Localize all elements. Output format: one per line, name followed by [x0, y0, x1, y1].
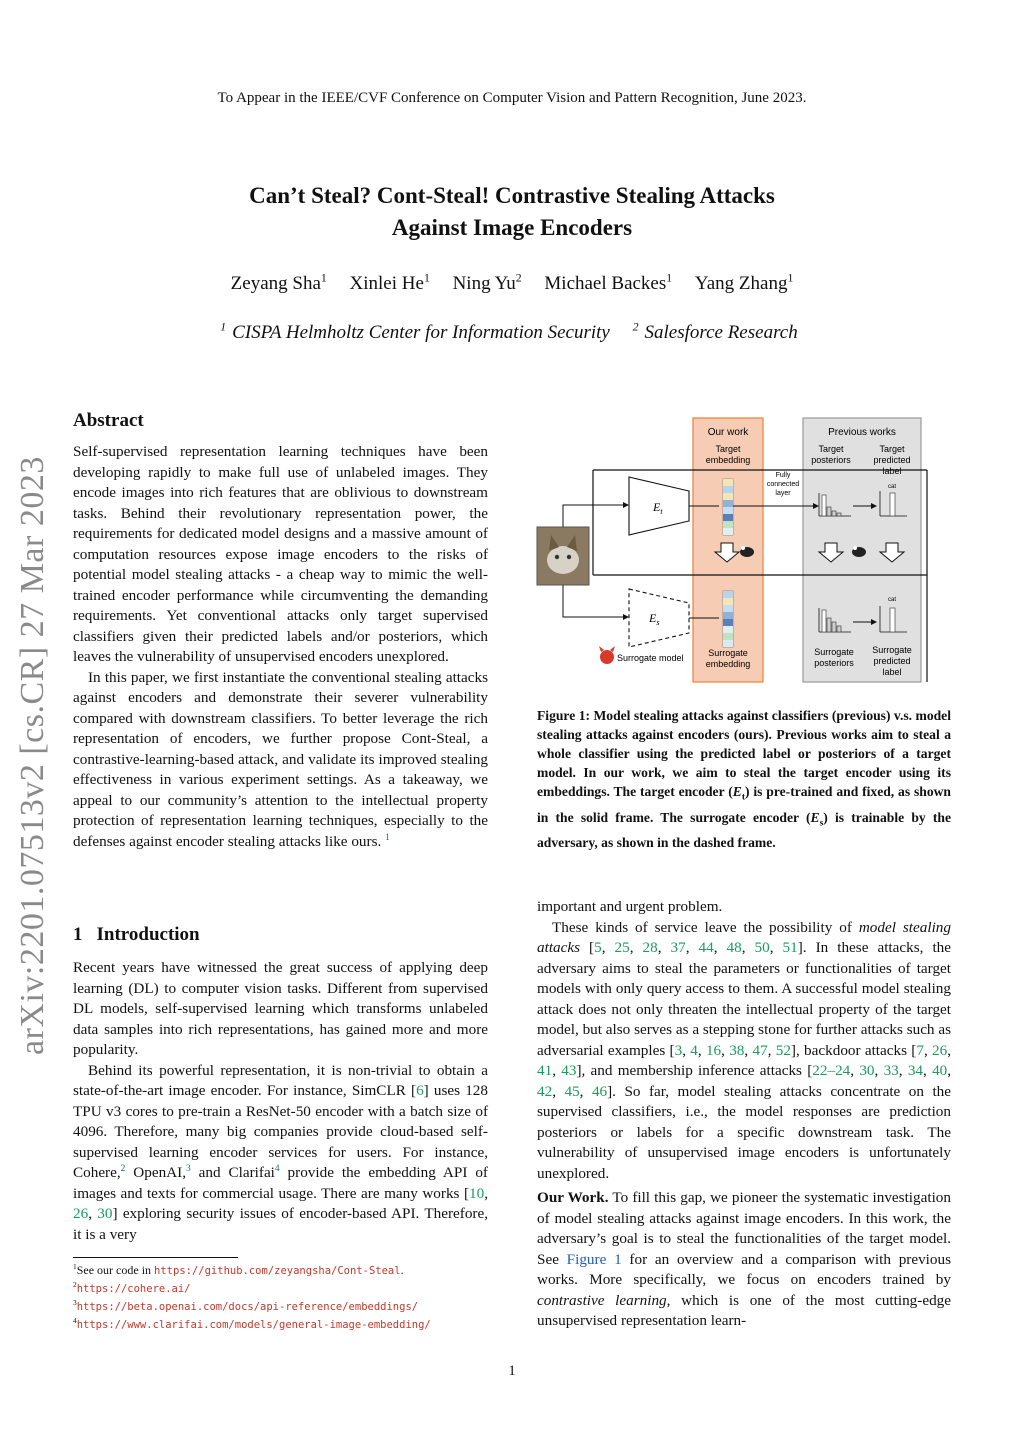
footnote-link[interactable]: 4	[274, 1163, 280, 1174]
citation-link[interactable]: 25	[614, 939, 630, 956]
target-cat-tag: cat	[887, 484, 897, 490]
conference-note: To Appear in the IEEE/CVF Conference on Computer Vision and Pattern Recognition, June 2023.	[217, 90, 807, 106]
citation-link[interactable]: 30	[97, 1205, 113, 1222]
footnote: $^3$https://beta.openai.com/docs/api-reference/embeddings/	[73, 1298, 419, 1313]
abstract-paragraph: Self-supervised representation learning techniques have been developing rapidly to make full use of unlabeled images. They encode images into rich features that are oblivious to downstream tasks. Behind their revolutionary representation power, the requirements for dedicated model designs and a massive amount of computation resources expose image encoders to the risks of potential model stealing attacks - a cheap way to mimic the well-trained encoder performance while circumventing the demanding requirements. Yet conventional attacks only target supervised classifiers given their predicted labels and/or posteriors, which leaves the vulnerability of unsupervised encoders unexplored.	[73, 443, 488, 665]
citation-link[interactable]: 51	[782, 939, 798, 956]
footnote-url[interactable]: https://cohere.ai/	[76, 1283, 191, 1295]
target-embedding-vector	[723, 479, 733, 535]
abstract-heading: Abstract	[73, 410, 144, 431]
intro-paragraph: Behind its powerful representation, it is non-trivial to obtain a state-of-the-art image encoder. For instance, SimCLR [6] uses 128 TPU v3 cores to pre-train a ResNet-50 encoder with a batch size of 4096. Therefore, many big companies provide cloud-based self-supervised learning encoder services for users. For instance, Cohere,$^2$ OpenAI,$^3$ and Clarifai$^4$ provide the embedding API of images and texts for commercial usage. There are many works [10, 26, 30] exploring security issues of encoder-based API. Therefore, it is a very	[73, 1061, 489, 1243]
author: Ning Yu$^2$	[452, 271, 522, 294]
surrogate-encoder-label: $E_s$	[649, 611, 660, 627]
citation-link[interactable]: 42	[537, 1082, 553, 1100]
author: Michael Backes$^1$	[544, 271, 673, 294]
citation-link[interactable]: 48	[726, 939, 742, 956]
citation-link[interactable]: 47	[752, 1041, 768, 1059]
target-encoder-label: $E_t$	[653, 500, 663, 516]
intro-paragraph: Recent years have witnessed the great success of applying deep learning (DL) to computer vision tasks. Different from supervised DL models, self-supervised learning which transforms unlabeled data samples into rich representations, has gained more and more popularity.	[73, 959, 488, 1058]
target-predicted-label: Target predicted label	[873, 444, 911, 476]
footnote-url[interactable]: https://www.clarifai.com/models/general-image-embedding/	[76, 1319, 431, 1331]
footnote-divider	[73, 1257, 238, 1258]
previous-works-label: Previous works	[828, 427, 896, 438]
citation-link[interactable]: 50	[754, 939, 770, 956]
citation-link[interactable]: 43	[561, 1062, 577, 1079]
author-list	[0, 273, 1024, 295]
footnote-url[interactable]: https://beta.openai.com/docs/api-reference/embeddings/	[76, 1301, 419, 1313]
surrogate-posteriors-label: Surrogate posteriors	[814, 647, 854, 668]
arxiv-stamp: arXiv:2201.07513v2 [cs.CR] 27 Mar 2023	[14, 456, 51, 1055]
citation-link[interactable]: 40	[932, 1062, 948, 1079]
abstract-paragraph: In this paper, we first instantiate the conventional stealing attacks against encoders and demonstrate their severer vulnerability compared with downstream classifiers. To better leverage the rich representation of encoders, we further propose Cont-Steal, a contrastive-learning-based attack, and validate its improved stealing effectiveness in various experiment settings. As a takeaway, we appeal to our community’s attention to the intellectual property protection of representation learning techniques, especially to the defenses against encoder stealing attacks like ours. $^1$	[73, 668, 488, 850]
citation-link[interactable]: 33	[883, 1062, 899, 1079]
affiliations	[0, 322, 1024, 344]
citation-link[interactable]: 6	[416, 1082, 424, 1099]
right-column-body	[537, 897, 951, 1332]
footnote-url[interactable]: https://github.com/zeyangsha/Cont-Steal	[154, 1265, 401, 1277]
page-number: 1	[508, 1363, 516, 1379]
affiliation: $^2$ Salesforce Research	[632, 320, 798, 343]
citation-link[interactable]: 3	[674, 1041, 683, 1059]
citation-link[interactable]: 16	[705, 1041, 722, 1059]
arrowhead	[623, 502, 629, 508]
citation-link[interactable]: 22–24	[812, 1062, 851, 1079]
surrogate-model-label: Surrogate model	[617, 653, 684, 663]
arrow-to-surrogate	[563, 585, 623, 617]
footnotes	[73, 1262, 493, 1334]
cat-face	[547, 546, 579, 574]
footnote-link[interactable]: 3	[186, 1163, 191, 1174]
citation-link[interactable]: 28	[642, 939, 658, 956]
surrogate-embedding-vector	[723, 591, 733, 647]
paper-title	[0, 180, 1024, 244]
abstract-body	[73, 442, 488, 852]
body-paragraph: Our Work. To fill this gap, we pioneer the systematic investigation of model stealing attacks against image encoders. In this work, the adversary’s goal is to steal the functionalities of the target model. See Figure 1 for an overview and a comparison with previous works. More specifically, we focus on encoders trained by contrastive learning, which is one of the most cutting-edge unsupervised representation learn-	[537, 1189, 952, 1329]
fc-layer-label: Fully connected layer	[766, 472, 800, 497]
author: Xinlei He$^1$	[349, 271, 430, 294]
citation-link[interactable]: 30	[859, 1062, 875, 1079]
citation-link[interactable]: 37	[670, 939, 686, 956]
devil-icon	[599, 646, 615, 664]
introduction-body	[73, 958, 488, 1245]
arrowhead	[623, 614, 629, 620]
footnote: $^1$See our code in https://github.com/zeyangsha/Cont-Steal.	[73, 1262, 404, 1277]
our-work-label: Our work	[707, 427, 749, 438]
citation-link[interactable]: 52	[775, 1041, 791, 1059]
surrogate-predicted-label: Surrogate predicted label	[872, 645, 912, 677]
author: Zeyang Sha$^1$	[230, 271, 327, 294]
citation-link[interactable]: 5	[594, 939, 602, 956]
footnote: $^4$https://www.clarifai.com/models/general-image-embedding/	[73, 1316, 431, 1331]
cat-eye-left	[555, 555, 559, 559]
title-line-1: Can’t Steal? Cont-Steal! Contrastive Stealing Attacks	[249, 183, 775, 208]
target-embedding-label: Target embedding	[705, 444, 751, 465]
figure-1-caption: Figure 1: Model stealing attacks against classifiers (previous) v.s. model stealing attacks against encoders (ours). Previous works aim to steal a whole classifier using the predicted label or posteriors of a target model. In our work, we aim to steal the target encoder using its embeddings. The target encoder $(E_t)$ is pre-trained and fixed, as shown in the solid frame. The surrogate encoder $(E_s)$ is trainable by the adversary, as shown in the dashed frame.	[537, 708, 951, 851]
citation-link[interactable]: 26	[73, 1205, 89, 1222]
affiliation: $^1$ CISPA Helmholtz Center for Information Security	[220, 320, 610, 343]
body-paragraph: important and urgent problem.	[537, 898, 723, 915]
citation-link[interactable]: 10	[469, 1184, 485, 1202]
section-heading-introduction: 1 Introduction	[73, 924, 200, 945]
surrogate-embedding-label: Surrogate embedding	[705, 648, 751, 669]
target-posteriors-label: Target posteriors	[811, 444, 851, 465]
citation-link[interactable]: 41	[537, 1062, 553, 1079]
cat-eye-right	[567, 555, 571, 559]
title-line-2: Against Image Encoders	[391, 215, 633, 240]
author: Yang Zhang$^1$	[694, 271, 794, 294]
footnote-link[interactable]: 1	[385, 832, 390, 843]
citation-link[interactable]: 4	[690, 1041, 698, 1059]
figure-1-diagram	[535, 415, 930, 687]
citation-link[interactable]: 45	[564, 1082, 580, 1100]
citation-link[interactable]: 34	[907, 1062, 923, 1079]
citation-link[interactable]: 26	[932, 1041, 948, 1059]
body-paragraph: These kinds of service leave the possibility of model stealing attacks [5, 25, 28, 37, 44, 48, 50, 51]. In these attacks, the adversary aims to steal the parameters or functionalities of target models with only query access to them. A successful model stealing attack does not only threaten the intellectual property of the target model, but also serves as a stepping stone for further attacks such as adversarial examples [3, 4, 16, 38, 47, 52], backdoor attacks [7, 26, 41, 43], and membership inference attacks [22–24, 30, 33, 34, 40, 42, 45, 46]. So far, model stealing attacks concentrate on the supervised classifiers, i.e., the model responses are prediction posteriors or labels for a specific downstream task. The vulnerability of unsupervised image encoders is unfortunately unexplored.	[537, 918, 952, 1182]
footnote-link[interactable]: 2	[120, 1163, 126, 1174]
figure-1-link[interactable]: Figure 1	[566, 1250, 622, 1268]
surrogate-cat-tag: cat	[887, 597, 897, 603]
citation-link[interactable]: 44	[698, 939, 714, 956]
citation-link[interactable]: 7	[916, 1041, 924, 1059]
citation-link[interactable]: 46	[591, 1082, 608, 1100]
footnote: $^2$https://cohere.ai/	[73, 1280, 191, 1295]
citation-link[interactable]: 38	[729, 1041, 745, 1059]
